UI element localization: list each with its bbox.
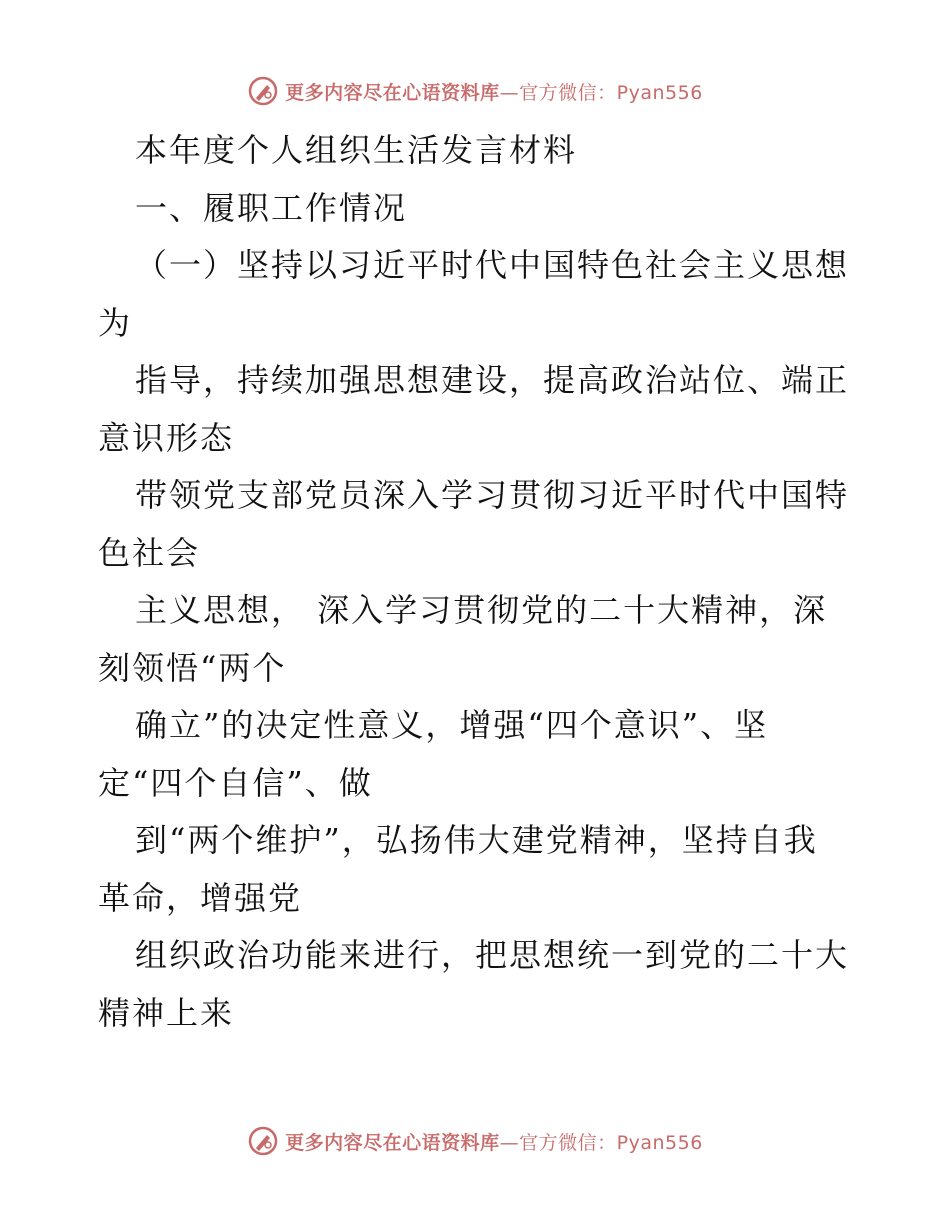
text-line: 革命，增强党	[98, 878, 303, 917]
text-line: 指导，持续加强思想建设，提高政治站位、端正	[135, 361, 850, 399]
watermark-contact: 官方微信：Pyan556	[519, 1131, 703, 1154]
pen-circle-logo-icon	[247, 1125, 279, 1157]
text-line: 主义思想， 深入学习贯彻党的二十大精神，深	[135, 591, 828, 629]
text-line: 刻领悟“两个	[98, 648, 287, 687]
watermark-footer	[0, 1121, 950, 1161]
text-line: 到“两个维护”，弘扬伟大建党精神，坚持自我	[135, 821, 818, 859]
watermark-main: 更多内容尽在心语资料库	[285, 1131, 500, 1154]
watermark-separator: —	[499, 1131, 520, 1154]
pen-circle-logo-icon	[247, 75, 279, 107]
text-line: 为	[98, 303, 133, 342]
text-line: 组织政治功能来进行，把思想统一到党的二十大	[135, 936, 850, 974]
text-line: 带领党支部党员深入学习贯彻习近平时代中国特	[135, 476, 850, 514]
text-line: 精神上来	[98, 993, 235, 1032]
watermark-text	[285, 1128, 703, 1155]
text-line: 确立”的决定性意义，增强“四个意识”、坚	[135, 706, 769, 744]
text-line: 定“四个自信”、做	[98, 763, 373, 802]
watermark-contact: 官方微信：Pyan556	[519, 81, 703, 104]
watermark-header	[0, 71, 950, 111]
document-body	[98, 122, 858, 1042]
watermark-main: 更多内容尽在心语资料库	[285, 81, 500, 104]
section-heading: 一、履职工作情况	[135, 188, 408, 227]
watermark-text	[285, 78, 703, 105]
document-title: 本年度个人组织生活发言材料	[135, 131, 578, 169]
text-line: 意识形态	[98, 418, 235, 457]
text-line: 色社会	[98, 533, 201, 572]
subsection-heading: （一）坚持以习近平时代中国特色社会主义思想	[135, 246, 850, 284]
watermark-separator: —	[499, 81, 520, 104]
